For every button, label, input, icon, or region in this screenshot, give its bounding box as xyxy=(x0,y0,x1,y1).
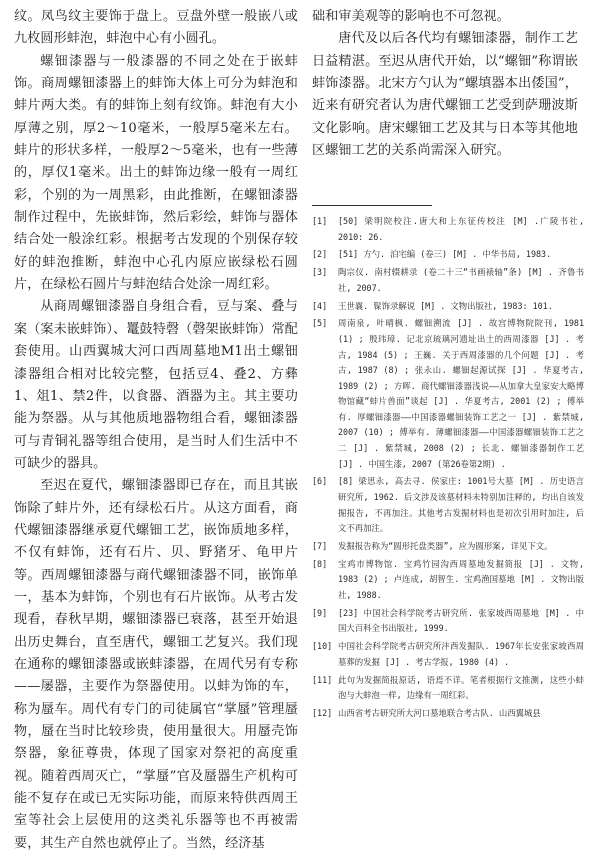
footnote-item xyxy=(312,474,584,536)
footnote-number: [3] xyxy=(312,267,328,278)
footnote-text: [23] 中国社会科学院考古研究所. 张家坡西周墓地 [M] . 中国大百科全书出版社, 1999. xyxy=(338,607,584,634)
footnote-text: 宝鸡市博物馆. 宝鸡竹园沟西周墓地发掘简报 [J] . 文物, 1983 (2) ; 卢连成, 胡智生. 宝鸡渔国墓地 [M] . 文物出版社, 1988. xyxy=(338,558,584,600)
footnote-number: [9] xyxy=(312,607,328,618)
footnote-number: [8] xyxy=(312,558,328,569)
footnote-text: [8] 梁思永, 高去寻. 侯家庄: 1001号大墓 [M] . 历史语言研究所, 1962. 后文涉及该墓材料未特别加注释的, 均出自该发掘报告, 不再加注。其他考古发掘材料也是初次引用时加注, 后文不再加注。 xyxy=(338,476,584,534)
footnote-divider xyxy=(312,205,432,206)
right-text-column xyxy=(312,6,578,162)
footnote-text: 此句为发掘简报原话, 语焉不详。笔者根据行文推测, 这些小蚌泡与大蚌泡一样, 边缘有一周红彩。 xyxy=(338,674,584,701)
paragraph: 螺钿漆器与一般漆器的不同之处在于嵌蚌饰。商周螺钿漆器上的蚌饰大体上可分为蚌泡和蚌片两大类。有的蚌饰上刻有纹饰。蚌泡有大小厚薄之别，厚2～10毫米，一般厚5毫米左右。蚌片的形状多样，一般厚2～5毫米，也有一些薄的，厚仅1毫米。出土的蚌饰边缘一般有一周红彩，个别的为一周黑彩，由此推断，在螺钿漆器制作过程中，先嵌蚌饰，然后彩绘，蚌饰与器体结合处一般涂红彩。根据考古发现的个别保存较好的蚌泡推断，蚌泡中心孔内原应嵌绿松石圆片，在绿松石圆片与蚌泡结合处涂一周红彩。 xyxy=(14,53,298,293)
footnote-number: [4] xyxy=(312,300,328,311)
footnote-number: [5] xyxy=(312,318,328,329)
footnote-text: [50] 梁明院校注.唐大和上东征传校注 [M] .广陵书社, 2010: 26. xyxy=(338,216,584,242)
footnote-item xyxy=(312,706,584,722)
footnote-item xyxy=(312,299,584,315)
footnote-item xyxy=(312,316,584,472)
footnote-item xyxy=(312,214,584,245)
paragraph: 础和审美观等的影响也不可忽视。 xyxy=(312,9,510,24)
footnote-item xyxy=(312,557,584,604)
footnote-number: [10] xyxy=(312,641,333,652)
paragraph: 唐代及以后各代均有螺钿漆器，制作工艺日益精湛。至迟从唐代开始，以“螺钿”称谓嵌蚌饰漆器。北宋方勺认为“螺填器本出倭国”，近来有研究者认为唐代螺钿工艺受到萨珊波斯文化影响。唐宋螺钿工艺及其与日本等其他地区螺钿工艺的关系尚需深入研究。 xyxy=(312,31,578,159)
footnote-text: 周南泉, 叶晴枫. 螺钿溯流 [J] . 故宫博物院院刊, 1981 (1) ; 殷玮璋. 记北京琉璃河遗址出土的西周漆器 [J] . 考古, 1984 (5) ; 王巍. 关于西周漆器的几个问题 [J] . 考古, 1987 (8) ; 张永山. 螺钿起源试探 [J] . 华夏考古, 1989 (2) ; 方晖. 商代螺钿漆器浅说——从加拿大皇家安大略博物馆藏“蚌片兽面”谈起 [J] . 华夏考古, 2001 (2) ; 傅举有. 厚螺钿漆器——中国漆器螺钿装饰工艺之一 [J] . 紫禁城, 2007 (10) ; 傅举有. 薄螺钿漆器——中国漆器螺钿装饰工艺之二 [J] . 紫禁城, 2008 (2) ; 长北. 螺钿漆器制作工艺 [J] . 中国生漆, 2007 (第26卷第2期) . xyxy=(338,318,584,469)
footnote-text: [51] 方勺. 泊宅编 (卷三) [M] . 中华书局, 1983. xyxy=(338,249,552,260)
footnote-number: [11] xyxy=(312,674,333,685)
footnote-text: 发掘报告称为“圆形托盘类器”, 应为圆形案, 详见下文。 xyxy=(338,541,553,551)
footnote-number: [6] xyxy=(312,476,328,487)
paragraph: 至迟在夏代，螺钿漆器即已存在，而且其嵌饰除了蚌片外，还有绿松石片。从这方面看，商代螺钿漆器继承夏代螺钿工艺，嵌饰质地多样，不仅有蚌饰，还有石片、贝、野猪牙、龟甲片等。西周螺钿漆器与商代螺钿漆器不同，嵌饰单一，基本为蚌饰，个别也有石片嵌饰。从考古发现看，春秋早期，螺钿漆器已衰落，甚至开始退出历史舞台，直至唐代，螺钿工艺复兴。我们现在通称的螺钿漆器或嵌蚌漆器，在周代另有专称——屡器，主要作为祭器使用。以蚌为饰的车，称为蜃车。周代有专门的司徒属官“掌蜃”管理蜃物，蜃在当时比较珍贵，使用量很大。用蜃壳饰祭器，象征尊贵，体现了国家对祭祀的高度重视。随着西周灭亡，“掌蜃”官及蜃器生产机构可能不复存在或已无实际功能，而原来特供西周王室等社会上层使用的这类礼乐器等也不再被需要，其生产自然也就停止了。当然，经济基 xyxy=(14,478,298,851)
footnote-item xyxy=(312,265,584,296)
footnote-text: 王世襄. 髹饰录解说 [M] . 文物出版社, 1983: 101. xyxy=(338,300,553,311)
footnote-number: [1] xyxy=(312,216,328,226)
footnote-item xyxy=(312,606,584,637)
footnote-number: [2] xyxy=(312,249,328,260)
footnote-text: 中国社会科学院考古研究所沣西发掘队. 1967年长安张家坡西周墓葬的发掘 [J] . 考古学报, 1980 (4) . xyxy=(338,641,584,667)
paragraph: 从商周螺钿漆器自身组合看，豆与案、叠与案（案未嵌蚌饰）、鼍鼓特磬（磬架嵌蚌饰）常配套使用。山西翼城大河口西周墓地M1出土螺钿漆器组合相对比较完整，包括豆4、叠2、方彝1、俎1、禁2件，以食器、酒器为主。其主要功能为祭器。从与其他质地器物组合看，螺钿漆器可与青铜礼器等组合使用，是当时人们生活中不可缺少的器具。 xyxy=(14,299,298,471)
footnote-number: [12] xyxy=(312,707,333,718)
footnote-text: 陶宗仪. 南村辍耕录 (卷二十三“书画裱轴”条) [M] . 齐鲁书社, 2007. xyxy=(338,267,584,293)
footnote-item xyxy=(312,539,584,555)
footnote-item xyxy=(312,673,584,704)
footnote-item xyxy=(312,247,584,263)
footnote-item xyxy=(312,639,584,670)
left-text-column xyxy=(14,6,298,855)
paragraph: 纹。凤鸟纹主要饰于盘上。豆盘外壁一般嵌八或九枚圆形蚌泡，蚌泡中心有小圆孔。 xyxy=(14,9,298,47)
footnotes xyxy=(312,214,584,724)
footnote-number: [7] xyxy=(312,541,328,551)
footnote-text: 山西省考古研究所大河口墓地联合考古队. 山西翼城县 xyxy=(338,707,541,718)
